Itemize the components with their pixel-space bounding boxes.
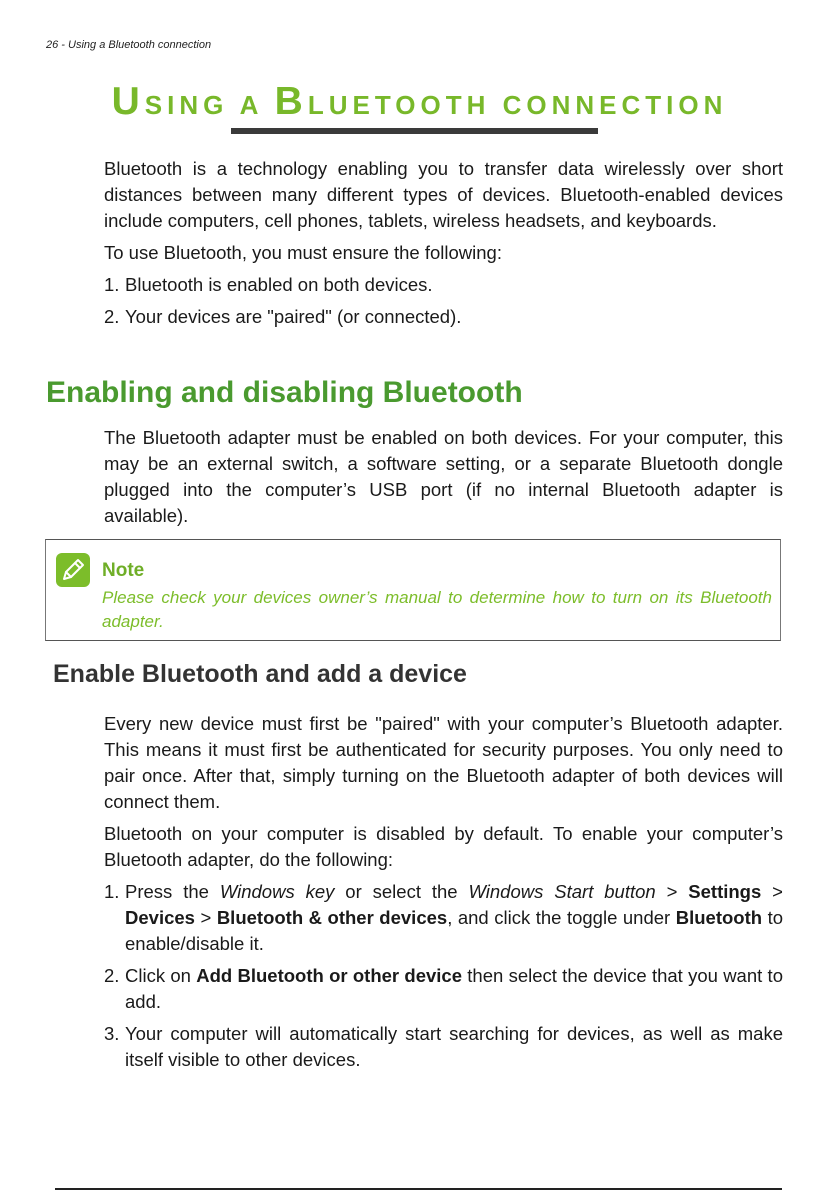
step-text: Press the [125,881,220,902]
chapter-title-underline [231,128,598,134]
intro-requirements-paragraph: To use Bluetooth, you must ensure the following: [104,242,502,263]
intro-section [104,156,783,330]
step-bold: Add Bluetooth or other device [196,965,462,986]
section-heading: Enabling and disabling Bluetooth [46,376,523,409]
chapter-title [0,80,839,124]
list-item [104,272,783,298]
intro-paragraph: Bluetooth is a technology enabling you to transfer data wirelessly over short distances between many different types of devices. Bluetooth-enabled devices include computers, cell phones, tablets, wireless headsets, and keyboards. [104,158,783,231]
running-header: 26 - Using a Bluetooth connection [46,39,212,51]
step-text: > [655,881,689,902]
list-number: 2. [104,306,120,327]
note-text: Please check your devices owner’s manual to determine how to turn on its Bluetooth adapter. [102,588,772,631]
step-text: Click on [125,965,197,986]
step-italic: Windows Start button [468,881,656,902]
step-bold: Bluetooth & other devices [216,907,448,928]
list-item [104,1021,783,1073]
list-number: 2. [104,965,120,986]
subsection-body [104,711,783,1073]
step-text: , and click the toggle under [447,907,676,928]
note-label: Note [102,560,145,581]
default-disabled-paragraph: Bluetooth on your computer is disabled by default. To enable your computer’s Bluetooth adapter, do the following: [104,823,783,870]
pairing-paragraph: Every new device must first be "paired" with your computer’s Bluetooth adapter. This means it must first be authenticated for security purposes. You only need to pair once. After that, simply turning on the Bluetooth adapter of both devices will connect them. [104,713,783,812]
list-text [125,879,783,957]
section-paragraph: The Bluetooth adapter must be enabled on both devices. For your computer, this may be an external switch, a software setting, or a separate Bluetooth dongle plugged into the computer’s USB port (if no internal Bluetooth adapter is available). [104,427,783,526]
chapter-title-cap-2: B [274,80,308,123]
step-text: to enable/disable it. [125,907,783,954]
list-text: Bluetooth is enabled on both devices. [125,274,433,295]
list-item [104,879,783,957]
chapter-title-cap-1: U [111,80,145,123]
subsection-heading: Enable Bluetooth and add a device [53,660,467,688]
step-bold: Settings [688,881,762,902]
chapter-title-part-1: SING A [144,90,275,120]
step-text: or select the [334,881,469,902]
list-number: 3. [104,1023,120,1044]
step-bold: Bluetooth [675,907,763,928]
pencil-icon [56,553,90,587]
list-text: Your devices are "paired" (or connected). [125,306,462,327]
footer-rule [55,1188,782,1190]
step-text: then select the device that you want to add. [125,965,783,1012]
list-item [104,304,783,330]
list-number: 1. [104,881,120,902]
list-text: Your computer will automatically start searching for devices, as well as make itself visible to other devices. [125,1023,783,1070]
list-item [104,963,783,1015]
note-box [45,539,781,641]
step-text: > [194,907,217,928]
chapter-title-part-2: LUETOOTH CONNECTION [307,90,728,120]
list-text [125,963,783,1015]
step-bold: Devices [125,907,195,928]
step-text: > [761,881,783,902]
list-number: 1. [104,274,120,295]
step-italic: Windows key [219,881,335,902]
